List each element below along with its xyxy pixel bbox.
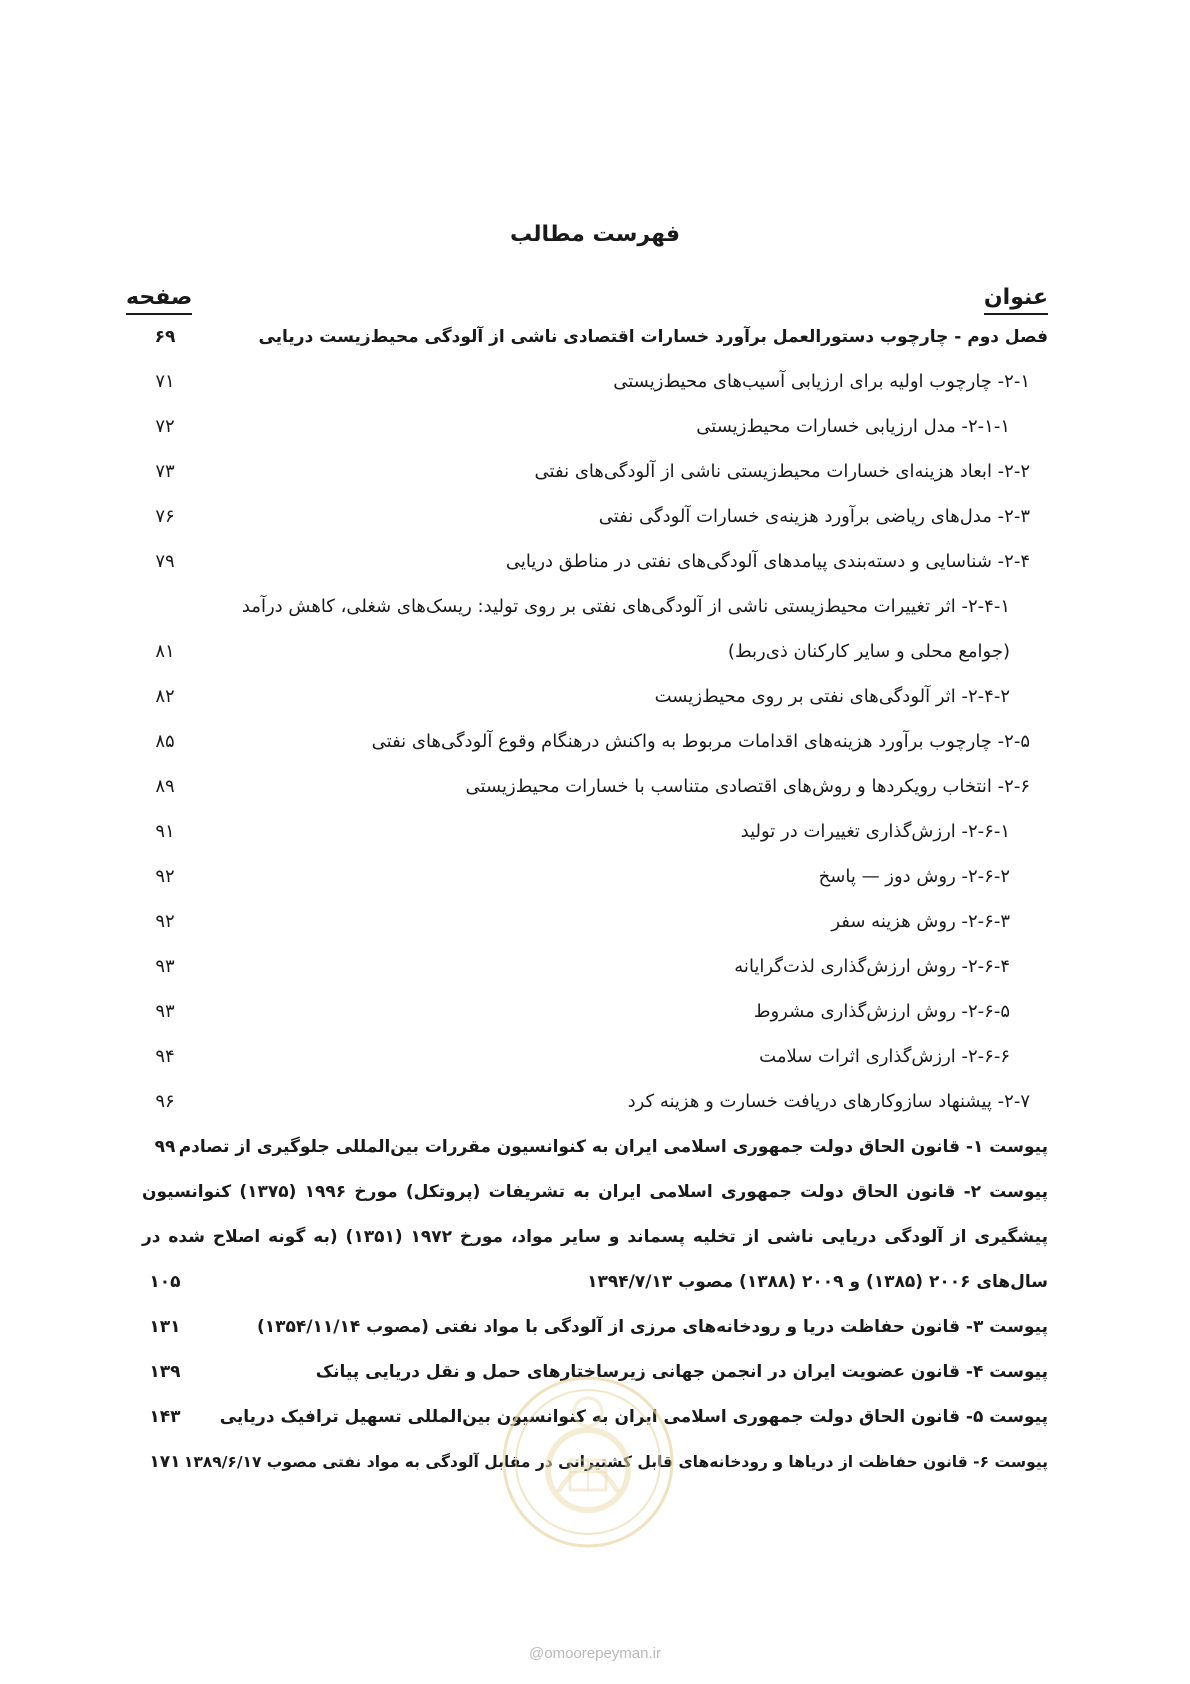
toc-entry <box>0 817 1190 847</box>
toc-entry-text: پیوست ۲- قانون الحاق دولت جمهوری اسلامی ایران به تشریفات (پروتکل) مورخ ۱۹۹۶ (۱۳۷۵) کنوانسیون <box>142 1182 1048 1202</box>
toc-entry-text: (جوامع محلی و سایر کارکنان ذی‌ربط) <box>727 641 1010 662</box>
toc-entry <box>0 727 1190 757</box>
toc-entry-page: ۸۵ <box>155 731 175 752</box>
toc-entry-text: پیوست ۴- قانون عضویت ایران در انجمن جهانی زیرساختارهای حمل و نقل دریایی پیانک <box>315 1362 1048 1382</box>
toc-entry-text: ۲-۴-۲- اثر آلودگی‌های نفتی بر روی محیط‌زیست <box>654 686 1010 707</box>
toc-entry-text: ۲-۶-۶- ارزش‌گذاری اثرات سلامت <box>759 1046 1010 1067</box>
toc-entry <box>0 1222 1190 1252</box>
column-header-title: عنوان <box>984 284 1048 315</box>
toc-entry-page: ۱۳۹ <box>149 1362 181 1382</box>
toc-entry-page: ۱۳۱ <box>149 1317 181 1337</box>
toc-entry-page: ۸۲ <box>155 686 175 707</box>
toc-entry-page: ۱۷۱ <box>149 1452 181 1472</box>
toc-entry <box>0 637 1190 667</box>
toc-entry <box>0 367 1190 397</box>
toc-entry-text: ۲-۶-۲- روش دوز — پاسخ <box>818 866 1010 887</box>
toc-entry-text: ۲-۶-۱- ارزش‌گذاری تغییرات در تولید <box>740 821 1010 842</box>
toc-entry-text: ۲-۷- پیشنهاد سازوکارهای دریافت خسارت و هزینه کرد <box>627 1091 1030 1112</box>
toc-entry <box>0 412 1190 442</box>
toc-entry-page: ۹۲ <box>155 911 175 932</box>
toc-entry <box>0 1267 1190 1297</box>
toc-entry-page: ۷۲ <box>155 416 175 437</box>
toc-entry-text: پیشگیری از آلودگی دریایی ناشی از تخلیه پسماند و سایر مواد، مورخ ۱۹۷۲ (۱۳۵۱) (به گونه اصلاح شده در <box>142 1227 1048 1247</box>
toc-entry <box>0 952 1190 982</box>
toc-entry-page: ۹۲ <box>155 866 175 887</box>
toc-entry-page: ۹۶ <box>155 1091 175 1112</box>
toc-entry-page: ۶۹ <box>154 327 176 347</box>
toc-entry <box>0 322 1190 352</box>
toc-entry-text: پیوست ۵- قانون الحاق دولت جمهوری اسلامی ایران به کنوانسیون بین‌المللی تسهیل ترافیک دریایی <box>219 1407 1048 1427</box>
toc-entry-text: پیوست ۳- قانون حفاظت دریا و رودخانه‌های مرزی از آلودگی با مواد نفتی (مصوب ۱۳۵۴/۱۱/۱۴) <box>257 1317 1048 1337</box>
toc-entry-page: ۱۰۵ <box>149 1272 181 1292</box>
toc-entry <box>0 1132 1190 1162</box>
publisher-seal-icon <box>498 1372 678 1552</box>
toc-entry-text: پیوست ۱- قانون الحاق دولت جمهوری اسلامی ایران به کنوانسیون مقررات بین‌المللی جلوگیری از تصادم <box>178 1137 1048 1157</box>
toc-entry <box>0 547 1190 577</box>
toc-entry-text: ۲-۱-۱- مدل ارزیابی خسارات محیط‌زیستی <box>696 416 1010 437</box>
toc-entry-page: ۷۳ <box>155 461 175 482</box>
toc-entry-text: ۲-۳- مدل‌های ریاضی برآورد هزینه‌ی خسارات آلودگی نفتی <box>598 506 1030 527</box>
toc-entry <box>0 457 1190 487</box>
toc-entry <box>0 592 1190 622</box>
toc-entry-text: ۲-۶-۳- روش هزینه سفر <box>831 911 1010 932</box>
toc-entry-text: فصل دوم - چارچوب دستورالعمل برآورد خسارات اقتصادی ناشی از آلودگی محیط‌زیست دریایی <box>258 327 1048 347</box>
toc-entry-text: ۲-۶-۴- روش ارزش‌گذاری لذت‌گرایانه <box>734 956 1010 977</box>
toc-entry-page: ۸۱ <box>155 641 175 662</box>
toc-entry <box>0 862 1190 892</box>
column-header-page: صفحه <box>126 284 192 315</box>
toc-entry <box>0 997 1190 1027</box>
toc-entry-text: ۲-۶-۵- روش ارزش‌گذاری مشروط <box>753 1001 1010 1022</box>
toc-entry-text: سال‌های ۲۰۰۶ (۱۳۸۵) و ۲۰۰۹ (۱۳۸۸) مصوب ۱۳۹۴/۷/۱۳ <box>587 1272 1048 1292</box>
toc-entry-page: ۹۱ <box>155 821 175 842</box>
toc-entry-text: ۲-۶- انتخاب رویکردها و روش‌های اقتصادی متناسب با خسارات محیط‌زیستی <box>465 776 1030 797</box>
toc-entry-page: ۷۶ <box>155 506 175 527</box>
toc-entry-page: ۹۳ <box>155 1001 175 1022</box>
toc-entry <box>0 1042 1190 1072</box>
toc-entry <box>0 1177 1190 1207</box>
toc-entry-page: ۸۹ <box>155 776 175 797</box>
toc-entry-text: ۲-۴- شناسایی و دسته‌بندی پیامدهای آلودگی‌های نفتی در مناطق دریایی <box>505 551 1030 572</box>
toc-entry-page: ۷۹ <box>155 551 175 572</box>
toc-entry-text: پیوست ۶- قانون حفاظت از دریاها و رودخانه‌های قابل کشتیرانی در مقابل آلودگی به مواد نفتی مصوب ۱۳۸۹/۶/۱۷ <box>183 1453 1048 1471</box>
toc-entry-text: ۲-۲- ابعاد هزینه‌ای خسارات محیط‌زیستی ناشی از آلودگی‌های نفتی <box>534 461 1030 482</box>
toc-entry <box>0 907 1190 937</box>
toc-entry-page: ۹۹ <box>154 1137 176 1157</box>
watermark-text: @omoorepeyman.ir <box>529 1645 661 1662</box>
toc-entry <box>0 682 1190 712</box>
toc-entry <box>0 1087 1190 1117</box>
toc-entry <box>0 502 1190 532</box>
toc-entry-text: ۲-۱- چارچوب اولیه برای ارزیابی آسیب‌های محیط‌زیستی <box>613 371 1030 392</box>
toc-entry <box>0 772 1190 802</box>
toc-entry <box>0 1312 1190 1342</box>
toc-entry-page: ۹۴ <box>155 1046 175 1067</box>
toc-entry-page: ۷۱ <box>155 371 175 392</box>
toc-entry-text: ۲-۵- چارچوب برآورد هزینه‌های اقدامات مربوط به واکنش درهنگام وقوع آلودگی‌های نفتی <box>371 731 1030 752</box>
toc-entry-text: ۲-۴-۱- اثر تغییرات محیط‌زیستی ناشی از آلودگی‌های نفتی بر روی تولید: ریسک‌های شغلی، کاهش درآمد <box>241 596 1010 617</box>
page-title: فهرست مطالب <box>509 222 681 247</box>
toc-entry-page: ۹۳ <box>155 956 175 977</box>
toc-entry-page: ۱۴۳ <box>149 1407 181 1427</box>
